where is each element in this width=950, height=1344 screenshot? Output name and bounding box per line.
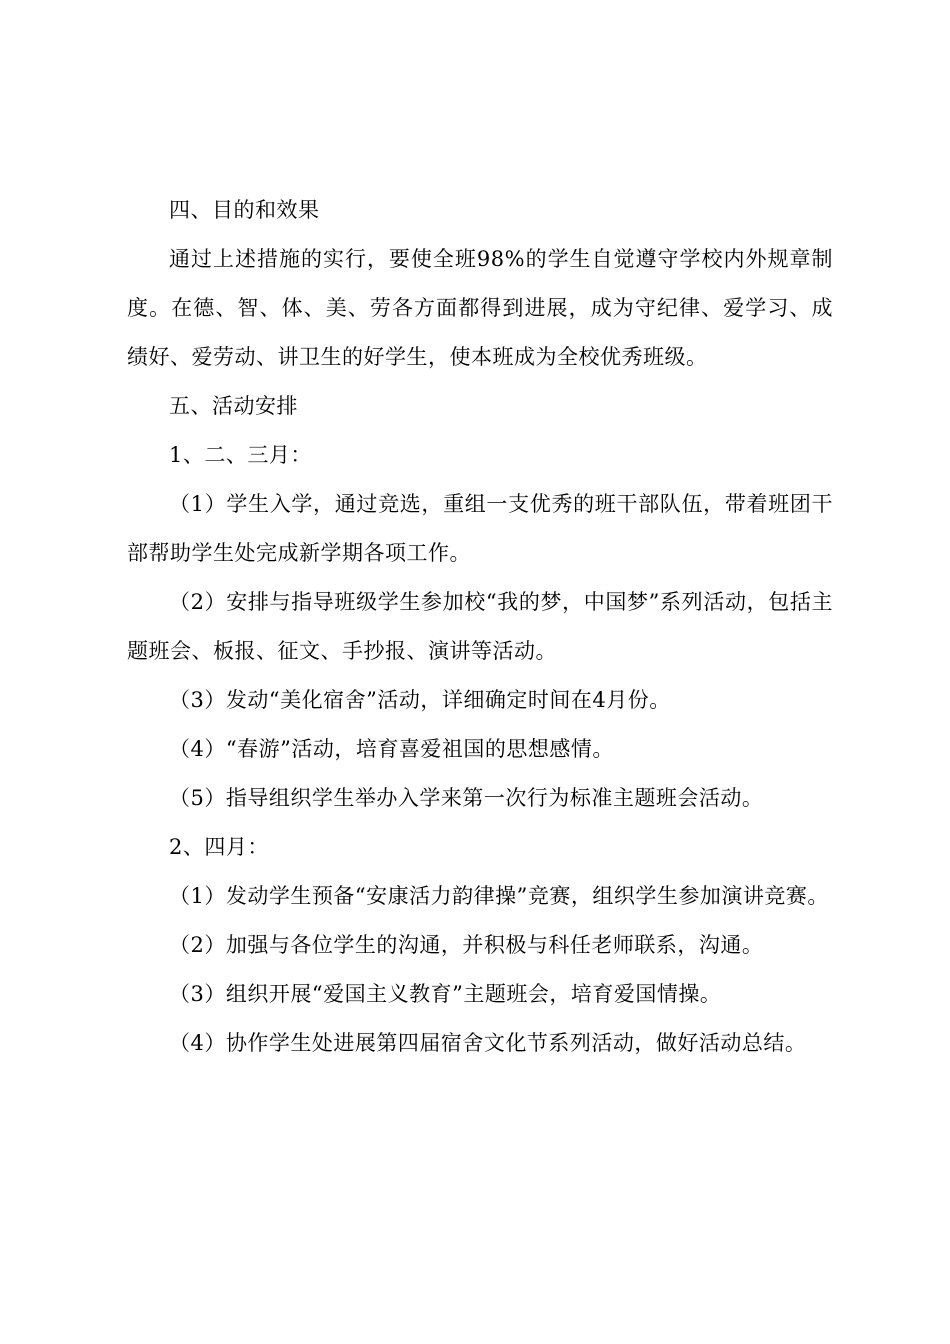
list-item: （1）发动学生预备“安康活力韵律操”竞赛，组织学生参加演讲竞赛。 — [169, 884, 829, 908]
subheading-april: 2、四月： — [169, 835, 269, 859]
list-item: （4）协作学生处进展第四届宿舍文化节系列活动，做好活动总结。 — [169, 1031, 807, 1055]
list-item: （5）指导组织学生举办入学来第一次行为标准主题班会活动。 — [169, 786, 764, 810]
list-item: （1）学生入学，通过竞选，重组一支优秀的班干部队伍，带着班团干部帮助学生处完成新学期各项工作。 — [127, 492, 833, 565]
list-item: （2）加强与各位学生的沟通，并积极与科任老师联系，沟通。 — [169, 933, 764, 957]
paragraph-purpose-body: 通过上述措施的实行，要使全班98%的学生自觉遵守学校内外规章制度。在德、智、体、美、劳各方面都得到进展，成为守纪律、爱学习、成绩好、爱劳动、讲卫生的好学生，使本班成为全校优秀班级。 — [127, 247, 833, 369]
subheading-feb-mar: 1、二、三月： — [169, 443, 312, 467]
document-page — [127, 186, 833, 1068]
section-heading-activities: 五、活动安排 — [169, 394, 298, 418]
list-item: （4）“春游”活动，培育喜爱祖国的思想感情。 — [169, 737, 614, 761]
list-item: （2）安排与指导班级学生参加校“我的梦，中国梦”系列活动，包括主题班会、板报、征文、手抄报、演讲等活动。 — [127, 590, 833, 663]
section-heading-purpose: 四、目的和效果 — [169, 198, 320, 222]
list-item: （3）发动“美化宿舍”活动，详细确定时间在4月份。 — [169, 688, 671, 712]
list-item: （3）组织开展“爱国主义教育”主题班会，培育爱国情操。 — [169, 982, 722, 1006]
